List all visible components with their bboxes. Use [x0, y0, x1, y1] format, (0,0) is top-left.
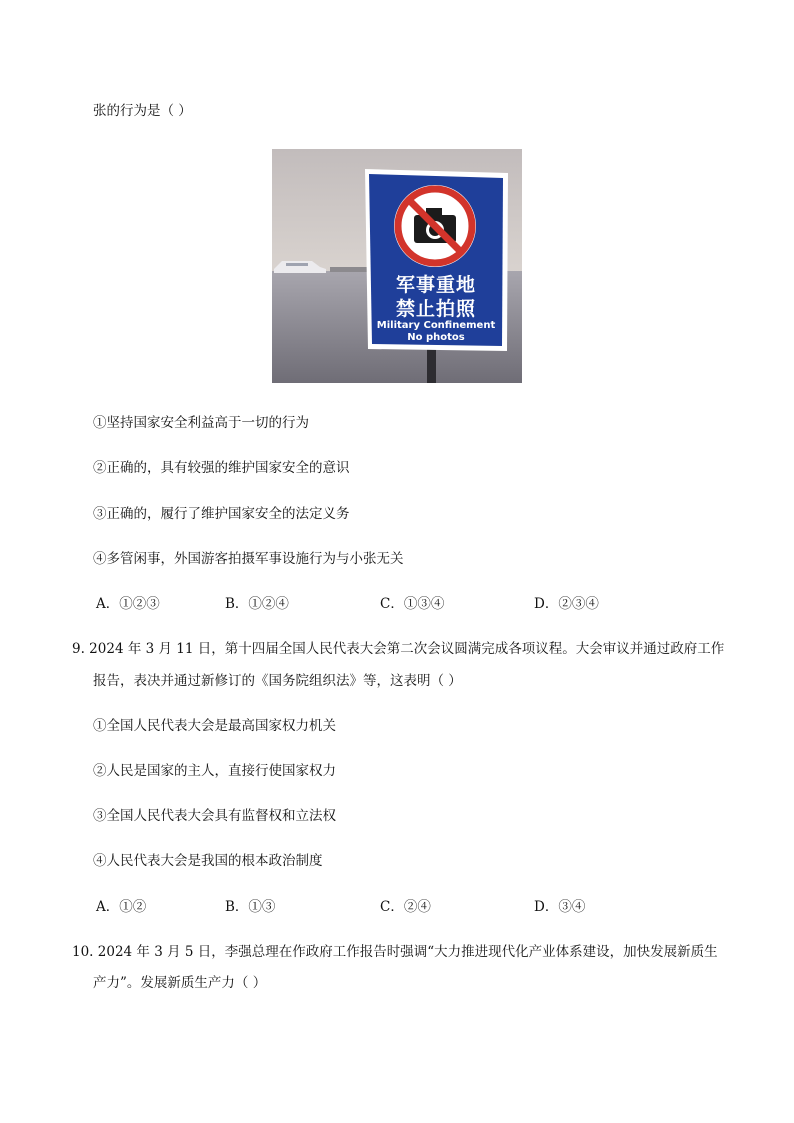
- question-9-line-1: 9. 2024 年 3 月 11 日，第十四届全国人民代表大会第二次会议圆满完成各项议程。大会审议并通过政府工作: [72, 641, 725, 657]
- question-8-stem: 张的行为是（ ）: [93, 103, 192, 119]
- question-9-line-2: 报告，表决并通过新修订的《国务院组织法》等，这表明（ ）: [93, 673, 462, 689]
- no-photo-sign-image: [272, 149, 522, 383]
- question-10-line-2: 产力”。发展新质生产力（ ）: [93, 975, 267, 991]
- q8-option-d[interactable]: D．②③④: [534, 596, 599, 612]
- q9-option-d[interactable]: D．③④: [534, 899, 586, 915]
- q8-statement-1: ①坚持国家安全利益高于一切的行为: [93, 415, 309, 431]
- sign-text-en-2: No photos: [407, 332, 465, 343]
- question-8-photo: [272, 149, 522, 383]
- q8-statement-2: ②正确的，具有较强的维护国家安全的意识: [93, 460, 350, 476]
- q9-statement-4: ④人民代表大会是我国的根本政治制度: [93, 853, 323, 869]
- q8-option-b[interactable]: B．①②④: [225, 596, 289, 612]
- q9-option-a[interactable]: A．①②: [96, 899, 147, 915]
- sign-text-en-1: Military Confinement: [376, 320, 496, 331]
- q8-option-c[interactable]: C．①③④: [380, 596, 445, 612]
- q9-statement-1: ①全国人民代表大会是最高国家权力机关: [93, 718, 336, 734]
- sign-text-cn-1: 军事重地: [395, 274, 477, 296]
- no-camera-icon: [394, 185, 476, 267]
- q9-option-c[interactable]: C．②④: [380, 899, 431, 915]
- q9-statement-2: ②人民是国家的主人，直接行使国家权力: [93, 763, 336, 779]
- q8-statement-3: ③正确的，履行了维护国家安全的法定义务: [93, 506, 350, 522]
- question-10-line-1: 10. 2024 年 3 月 5 日，李强总理在作政府工作报告时强调“大力推进现代化产业体系建设，加快发展新质生: [72, 944, 718, 960]
- q9-option-b[interactable]: B．①③: [225, 899, 276, 915]
- sign-text-cn-2: 禁止拍照: [395, 298, 477, 320]
- q9-statement-3: ③全国人民代表大会具有监督权和立法权: [93, 808, 336, 824]
- q8-statement-4: ④多管闲事，外国游客拍摄军事设施行为与小张无关: [93, 551, 404, 567]
- q8-option-a[interactable]: A．①②③: [96, 596, 160, 612]
